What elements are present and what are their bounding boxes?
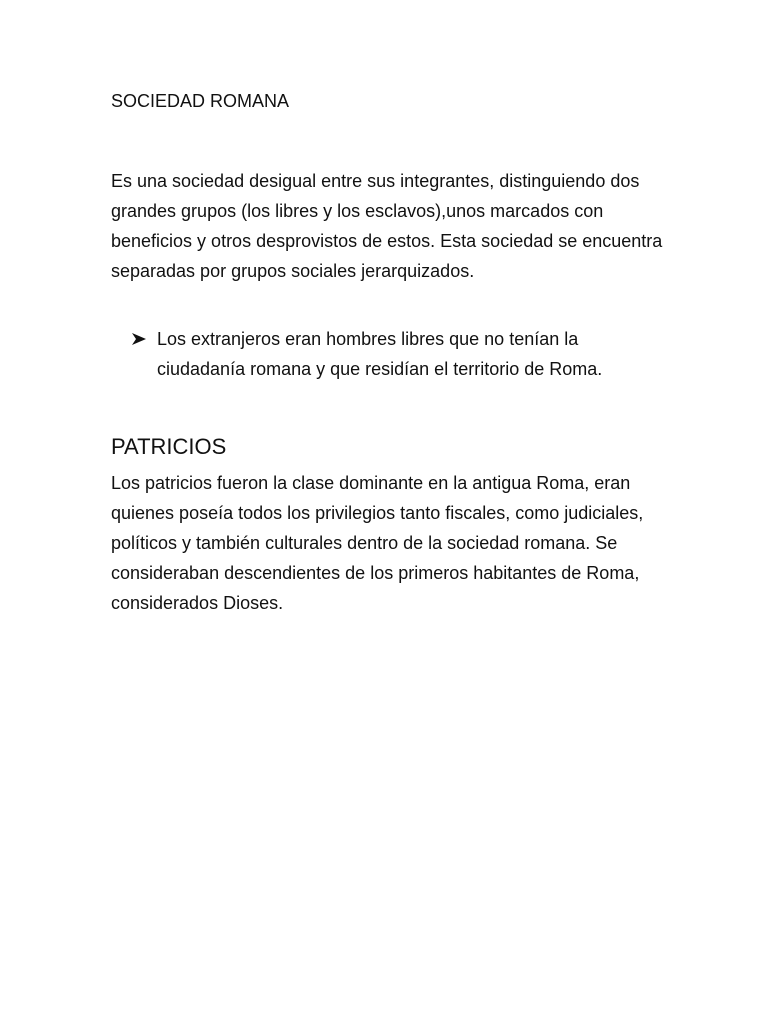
section-heading-patricios: PATRICIOS (111, 434, 227, 459)
section-body-patricios: Los patricios fueron la clase dominante en la antigua Roma, eran quienes poseía todos los privilegios tanto fiscales, como judiciales, políticos y también culturales dentro de la sociedad romana. Se consideraban descendientes de los primeros habitantes de Roma, considerados Dioses. (111, 473, 644, 613)
bullet-item (131, 324, 671, 384)
document-title: SOCIEDAD ROMANA (111, 91, 290, 111)
arrow-bullet-icon (131, 324, 157, 346)
document-content (111, 86, 671, 618)
bullet-text: Los extranjeros eran hombres libres que no tenían la ciudadanía romana y que residían el territorio de Roma. (157, 329, 603, 379)
bullet-list (111, 324, 671, 384)
intro-paragraph: Es una sociedad desigual entre sus integrantes, distinguiendo dos grandes grupos (los libres y los esclavos),unos marcados con beneficios y otros desprovistos de estos. Esta sociedad se encuentra separadas por grupos sociales jerarquizados. (111, 171, 663, 281)
